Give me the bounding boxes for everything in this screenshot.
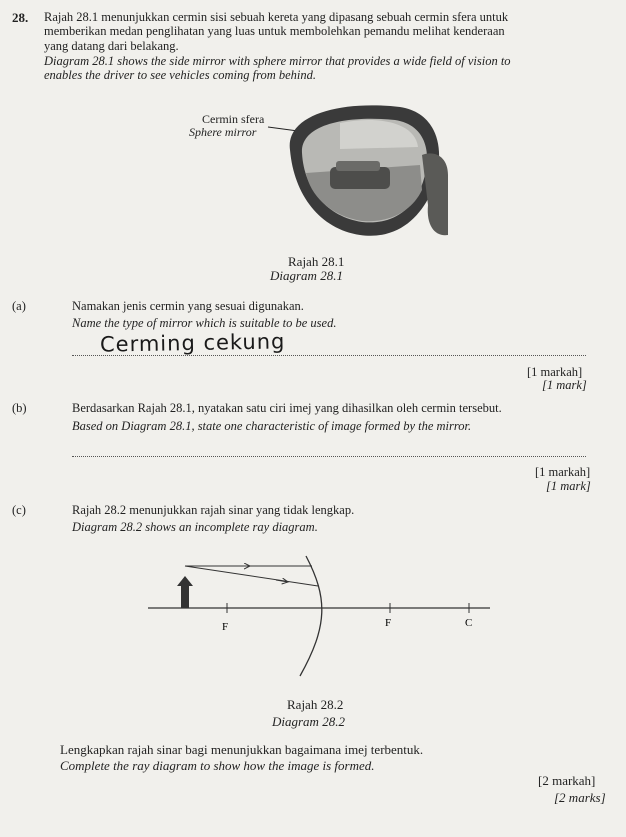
part-b-answer-line[interactable] (72, 456, 586, 457)
part-a-text-ms: Namakan jenis cermin yang sesuai digunakan. (72, 299, 304, 313)
diagram2-caption-en: Diagram 28.2 (272, 714, 345, 729)
question-number: 28. (12, 10, 29, 25)
part-a-answer-line[interactable] (72, 355, 586, 356)
part-c-label: (c) (12, 503, 26, 517)
object-arrow-head (177, 576, 193, 586)
incident-ray-oblique (185, 566, 318, 586)
ray-diagram[interactable] (140, 548, 500, 683)
part-b-marks-en: [1 mark] (546, 479, 591, 493)
intro-ms-line-1: Rajah 28.1 menunjukkan cermin sisi sebuah kereta yang dipasang sebuah cermin sfera untuk (44, 10, 509, 24)
part-c-text-en: Diagram 28.2 shows an incomplete ray diagram. (72, 520, 318, 534)
part-c-task-en: Complete the ray diagram to show how the image is formed. (60, 758, 375, 773)
diagram2-caption-ms: Rajah 28.2 (287, 697, 344, 712)
part-c-text-ms: Rajah 28.2 menunjukkan rajah sinar yang tidak lengkap. (72, 503, 355, 517)
diagram1-caption-en: Diagram 28.1 (270, 268, 343, 283)
part-a-answer[interactable]: Cerming cekung (99, 329, 286, 357)
focal-label-left: F (222, 621, 229, 633)
mirror-label-ms: Cermin sfera (202, 112, 265, 126)
centre-label: C (465, 617, 473, 629)
part-a-marks-ms: [1 markah] (527, 365, 583, 379)
part-c-marks-en: [2 marks] (554, 790, 606, 805)
focal-label-right: F (385, 617, 392, 629)
part-b-text-en: Based on Diagram 28.1, state one characteristic of image formed by the mirror. (72, 419, 472, 433)
diagram1-caption-ms: Rajah 28.1 (288, 254, 345, 269)
intro-ms-line-3: yang datang dari belakang. (44, 39, 179, 53)
intro-en-line-2: enables the driver to see vehicles coming from behind. (44, 68, 317, 82)
part-a-text-en: Name the type of mirror which is suitable to be used. (72, 316, 337, 330)
convex-mirror (300, 556, 322, 676)
intro-ms-line-2: memberikan medan penglihatan yang luas untuk membolehkan pemandu melihat kenderaan (44, 24, 505, 38)
part-c-task-ms: Lengkapkan rajah sinar bagi menunjukkan bagaimana imej terbentuk. (60, 742, 424, 757)
part-a-marks-en: [1 mark] (542, 378, 587, 392)
part-a-label: (a) (12, 299, 26, 313)
part-b-marks-ms: [1 markah] (535, 465, 591, 479)
part-c-marks-ms: [2 markah] (538, 773, 596, 788)
part-b-label: (b) (12, 401, 27, 415)
part-b-text-ms: Berdasarkan Rajah 28.1, nyatakan satu ciri imej yang dihasilkan oleh cermin tersebut. (72, 401, 502, 415)
reflected-car-roof (336, 161, 380, 171)
mirror-label-en: Sphere mirror (189, 125, 257, 139)
object-arrow-stem (181, 585, 189, 608)
side-mirror-illustration (190, 95, 450, 255)
intro-en-line-1: Diagram 28.1 shows the side mirror with sphere mirror that provides a wide field of vision to (44, 54, 511, 68)
